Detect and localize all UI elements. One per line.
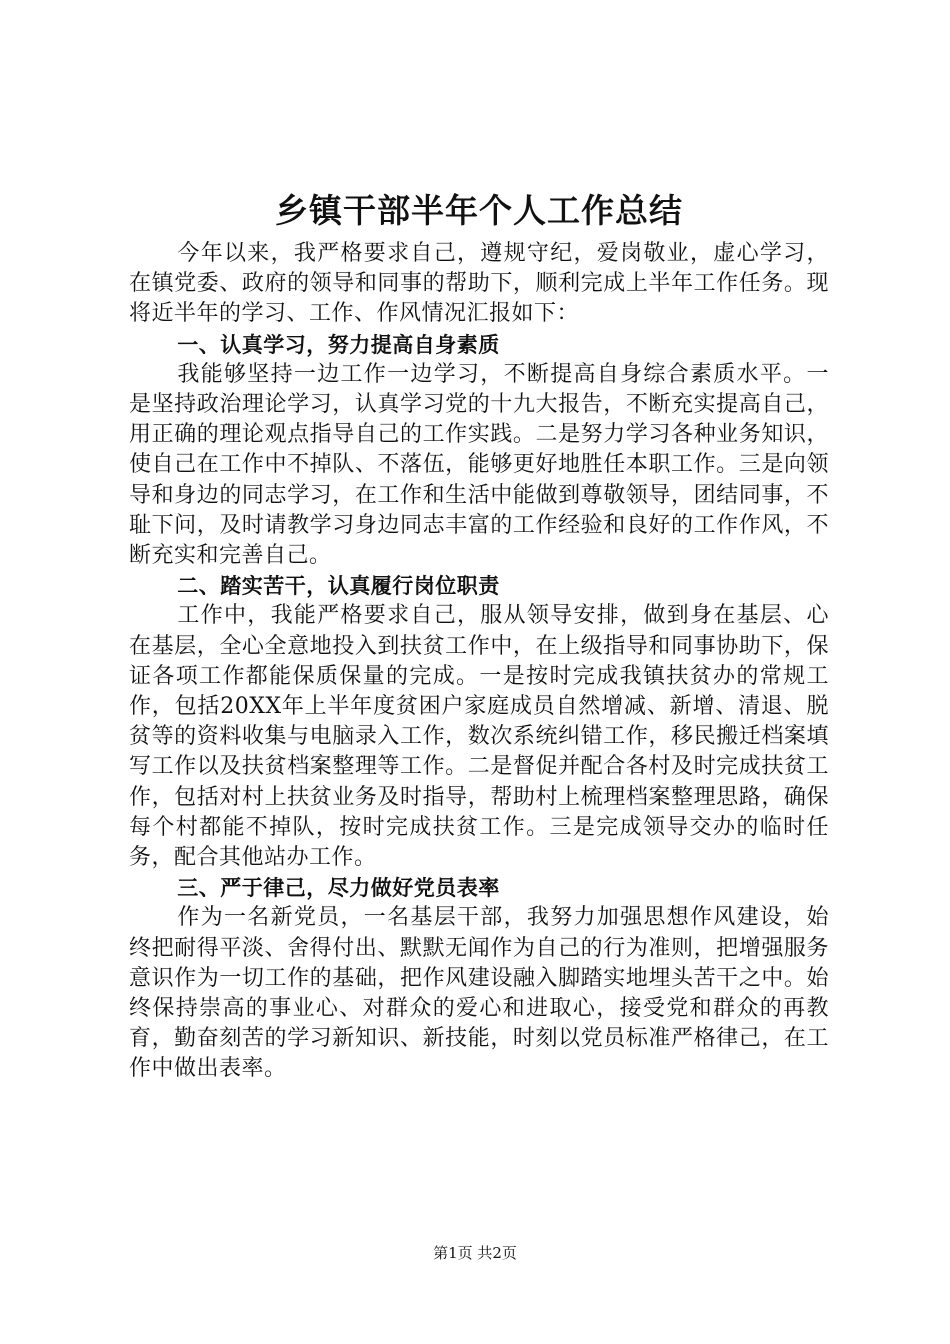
document-body [129, 187, 829, 1085]
section-heading-2: 二、踏实苦干，认真履行岗位职责 [177, 574, 500, 599]
section-heading-1: 一、认真学习，努力提高自身素质 [177, 332, 500, 357]
section-heading-3: 三、严于律己，尽力做好党员表率 [177, 876, 500, 901]
section-body-2: 工作中，我能严格要求自己，服从领导安排，做到身在基层、心在基层，全心全意地投入到扶贫工作中，在上级指导和同事协助下，保证各项工作都能保质保量的完成。一是按时完成我镇扶贫办的常规工作，包括20XX年上半年度贫困户家庭成员自然增减、新增、清退、脱贫等的资料收集与电脑录入工作，数次系统纠错工作，移民搬迁档案填写工作以及扶贫档案整理等工作。二是督促并配合各村及时完成扶贫工作，包括对村上扶贫业务及时指导，帮助村上梳理档案整理思路，确保每个村都能不掉队，按时完成扶贫工作。三是完成领导交办的临时任务，配合其他站办工作。 [129, 603, 829, 871]
document-title: 乡镇干部半年个人工作总结 [275, 191, 683, 230]
section-body-1: 我能够坚持一边工作一边学习，不断提高自身综合素质水平。一是坚持政治理论学习，认真学习党的十九大报告，不断充实提高自己，用正确的理论观点指导自己的工作实践。二是努力学习各种业务知识，使自己在工作中不掉队、不落伍，能够更好地胜任本职工作。三是向领导和身边的同志学习，在工作和生活中能做到尊敬领导，团结同事，不耻下问，及时请教学习身边同志丰富的工作经验和良好的工作作风，不断充实和完善自己。 [129, 361, 829, 569]
intro-paragraph: 今年以来，我严格要求自己，遵规守纪，爱岗敬业，虚心学习，在镇党委、政府的领导和同事的帮助下，顺利完成上半年工作任务。现将近半年的学习、工作、作风情况汇报如下： [129, 241, 829, 327]
page-number-footer: 第1页 共2页 [433, 1244, 517, 1262]
section-body-3: 作为一名新党员，一名基层干部，我努力加强思想作风建设，始终把耐得平淡、舍得付出、默默无闻作为自己的行为准则，把增强服务意识作为一切工作的基础，把作风建设融入脚踏实地埋头苦干之中。始终保持崇高的事业心、对群众的爱心和进取心，接受党和群众的再教育，勤奋刻苦的学习新知识、新技能，时刻以党员标准严格律己，在工作中做出表率。 [129, 905, 829, 1082]
